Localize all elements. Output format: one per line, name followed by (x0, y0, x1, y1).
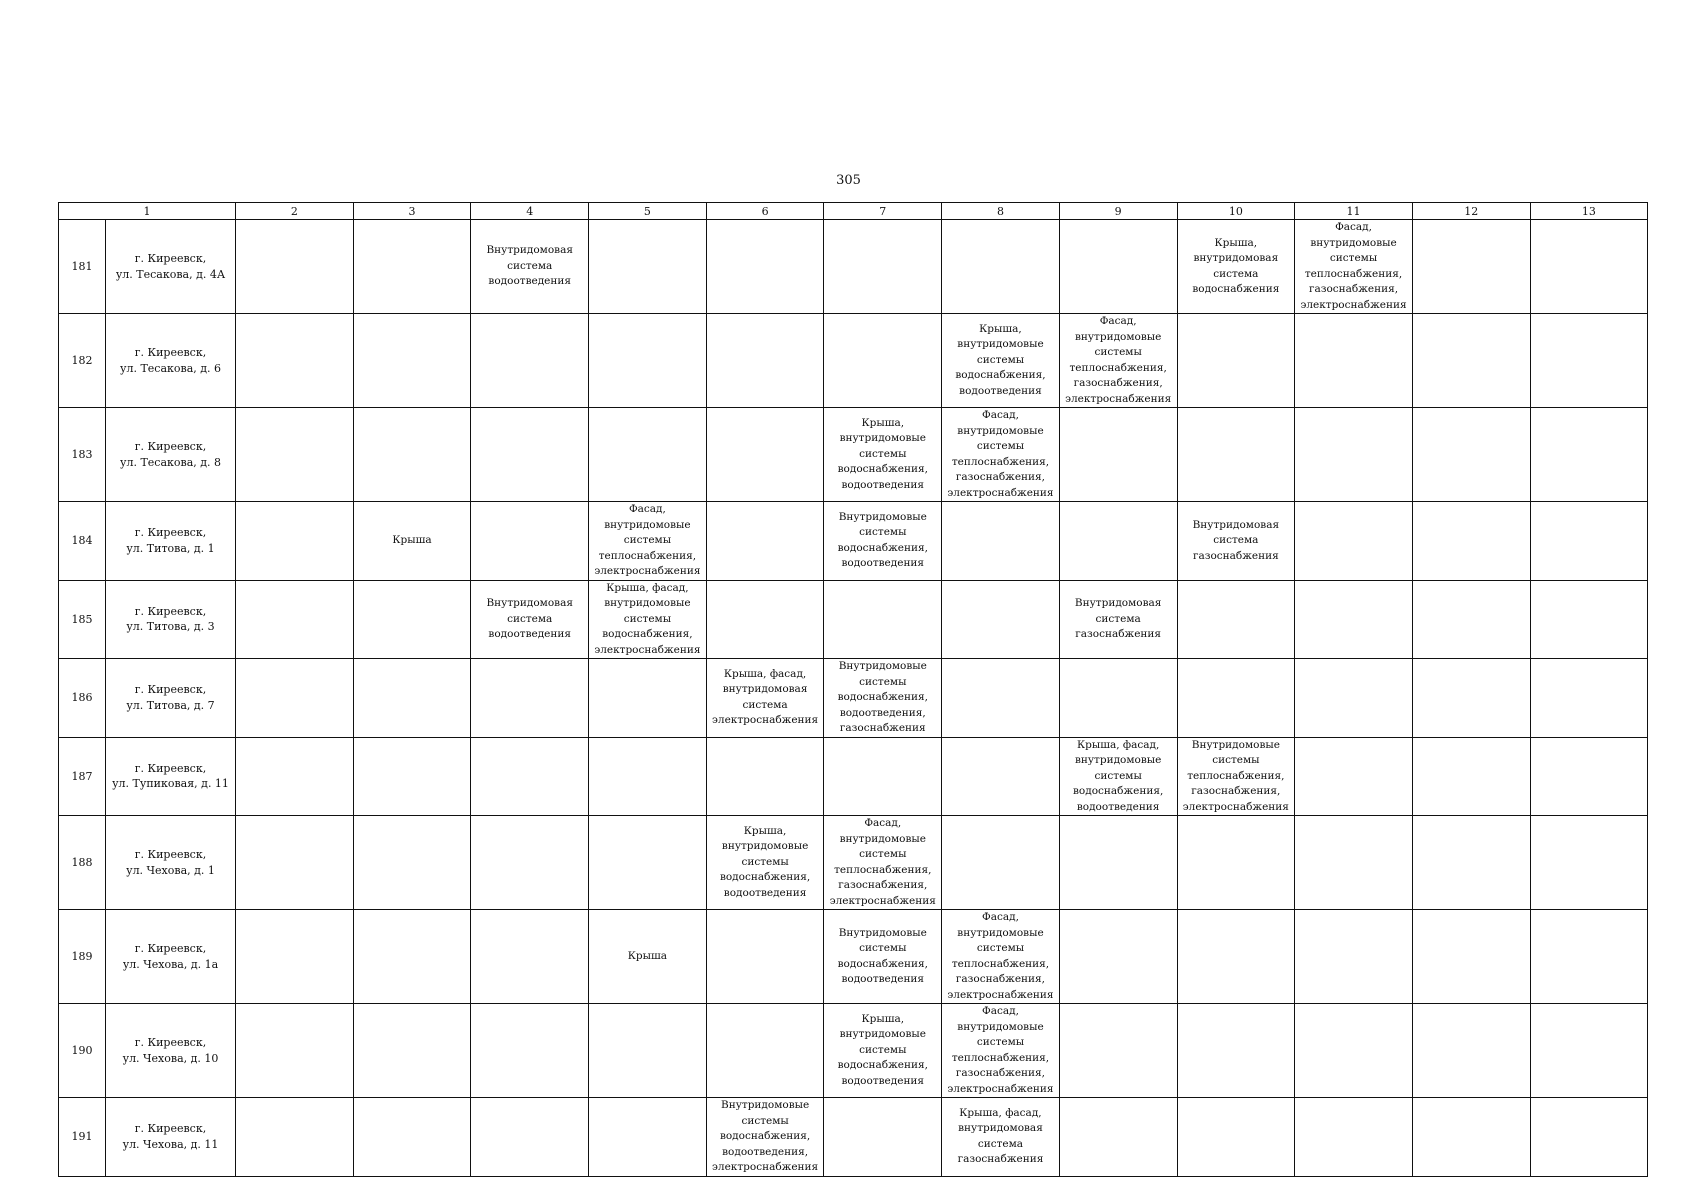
row-number: 186 (59, 659, 106, 738)
work-cell (471, 1098, 589, 1177)
work-cell: Фасад, внутридомовые системы теплоснабжения, газоснабжения, электроснабжения (1059, 314, 1177, 408)
work-cell (1530, 580, 1648, 659)
work-cell: Фасад, внутридомовые системы теплоснабжения, газоснабжения, электроснабжения (942, 1004, 1060, 1098)
work-cell: Крыша (589, 910, 707, 1004)
work-cell (942, 659, 1060, 738)
work-cell (824, 220, 942, 314)
column-number-header: 10 (1177, 203, 1295, 220)
column-number-header: 5 (589, 203, 707, 220)
work-cell: Внутридомовая система водоотведения (471, 220, 589, 314)
row-number: 189 (59, 910, 106, 1004)
address-cell: г. Киреевск, ул. Титова, д. 1 (106, 502, 236, 581)
work-cell (471, 659, 589, 738)
column-number-header: 1 (59, 203, 236, 220)
work-cell (942, 502, 1060, 581)
work-cell (1530, 408, 1648, 502)
work-cell: Крыша, фасад, внутридомовая система электроснабжения (706, 659, 824, 738)
work-cell (236, 580, 354, 659)
repair-schedule-table (58, 202, 1648, 1177)
column-number-header: 6 (706, 203, 824, 220)
work-cell (942, 816, 1060, 910)
work-cell: Внутридомовая система газоснабжения (1177, 502, 1295, 581)
row-number: 187 (59, 737, 106, 816)
work-cell: Крыша, внутридомовые системы водоснабжения, водоотведения (824, 408, 942, 502)
work-cell (236, 502, 354, 581)
work-cell (236, 220, 354, 314)
work-cell (706, 502, 824, 581)
row-number: 183 (59, 408, 106, 502)
work-cell (824, 580, 942, 659)
work-cell (471, 314, 589, 408)
work-cell (236, 910, 354, 1004)
work-cell (589, 1098, 707, 1177)
work-cell (236, 408, 354, 502)
work-cell: Внутридомовые системы водоснабжения, водоотведения, электроснабжения (706, 1098, 824, 1177)
work-cell: Фасад, внутридомовые системы теплоснабжения, газоснабжения, электроснабжения (824, 816, 942, 910)
work-cell (1295, 816, 1413, 910)
work-cell (1059, 816, 1177, 910)
work-cell (1412, 1098, 1530, 1177)
work-cell: Крыша (353, 502, 471, 581)
work-cell (706, 1004, 824, 1098)
work-cell (706, 910, 824, 1004)
work-cell (589, 408, 707, 502)
work-cell (353, 816, 471, 910)
column-number-header: 9 (1059, 203, 1177, 220)
work-cell (706, 737, 824, 816)
work-cell: Крыша, фасад, внутридомовые системы водоснабжения, водоотведения (1059, 737, 1177, 816)
work-cell (1059, 1098, 1177, 1177)
work-cell (1530, 737, 1648, 816)
work-cell (1295, 314, 1413, 408)
address-cell: г. Киреевск, ул. Чехова, д. 11 (106, 1098, 236, 1177)
work-cell: Крыша, внутридомовые системы водоснабжения, водоотведения (942, 314, 1060, 408)
work-cell: Крыша, внутридомовые системы водоснабжения, водоотведения (824, 1004, 942, 1098)
column-number-header: 7 (824, 203, 942, 220)
work-cell: Внутридомовая система газоснабжения (1059, 580, 1177, 659)
row-number: 190 (59, 1004, 106, 1098)
work-cell (236, 1004, 354, 1098)
address-cell: г. Киреевск, ул. Тупиковая, д. 11 (106, 737, 236, 816)
work-cell (1059, 408, 1177, 502)
work-cell (1177, 816, 1295, 910)
row-number: 188 (59, 816, 106, 910)
work-cell (1295, 737, 1413, 816)
work-cell (589, 737, 707, 816)
column-number-header: 12 (1412, 203, 1530, 220)
work-cell (706, 220, 824, 314)
work-cell: Крыша, фасад, внутридомовые системы водоснабжения, электроснабжения (589, 580, 707, 659)
row-number: 191 (59, 1098, 106, 1177)
column-number-header: 3 (353, 203, 471, 220)
work-cell (1177, 1098, 1295, 1177)
work-cell: Фасад, внутридомовые системы теплоснабжения, газоснабжения, электроснабжения (942, 910, 1060, 1004)
work-cell (706, 314, 824, 408)
column-number-header: 4 (471, 203, 589, 220)
work-cell (353, 737, 471, 816)
work-cell (471, 816, 589, 910)
work-cell (942, 737, 1060, 816)
work-cell: Крыша, фасад, внутридомовая система газоснабжения (942, 1098, 1060, 1177)
work-cell: Внутридомовые системы теплоснабжения, газоснабжения, электроснабжения (1177, 737, 1295, 816)
work-cell (824, 737, 942, 816)
work-cell (471, 910, 589, 1004)
address-cell: г. Киреевск, ул. Титова, д. 3 (106, 580, 236, 659)
work-cell (942, 580, 1060, 659)
work-cell (1412, 580, 1530, 659)
work-cell: Внутридомовые системы водоснабжения, водоотведения (824, 502, 942, 581)
work-cell (824, 314, 942, 408)
work-cell (471, 737, 589, 816)
row-number: 185 (59, 580, 106, 659)
work-cell (589, 816, 707, 910)
work-cell: Внутридомовая система водоотведения (471, 580, 589, 659)
column-number-header: 2 (236, 203, 354, 220)
work-cell (1412, 737, 1530, 816)
work-cell (589, 1004, 707, 1098)
work-cell (824, 1098, 942, 1177)
work-cell (1295, 910, 1413, 1004)
column-number-header: 13 (1530, 203, 1648, 220)
work-cell (1530, 502, 1648, 581)
work-cell (1530, 816, 1648, 910)
work-cell (353, 1098, 471, 1177)
work-cell (471, 502, 589, 581)
work-cell: Фасад, внутридомовые системы теплоснабжения, электроснабжения (589, 502, 707, 581)
table-row (59, 502, 1648, 581)
table-row (59, 408, 1648, 502)
table-row (59, 580, 1648, 659)
page-number: 305 (836, 173, 861, 188)
table-row (59, 1004, 1648, 1098)
column-number-header: 11 (1295, 203, 1413, 220)
work-cell (1530, 220, 1648, 314)
work-cell: Фасад, внутридомовые системы теплоснабжения, газоснабжения, электроснабжения (1295, 220, 1413, 314)
work-cell (1177, 659, 1295, 738)
work-cell (1530, 659, 1648, 738)
work-cell (1295, 1004, 1413, 1098)
work-cell (1530, 1004, 1648, 1098)
work-cell (706, 580, 824, 659)
work-cell (1059, 502, 1177, 581)
work-cell (1059, 910, 1177, 1004)
work-cell (1177, 910, 1295, 1004)
work-cell (353, 314, 471, 408)
work-cell (353, 220, 471, 314)
address-cell: г. Киреевск, ул. Титова, д. 7 (106, 659, 236, 738)
work-cell (1530, 1098, 1648, 1177)
work-cell: Крыша, внутридомовые системы водоснабжения, водоотведения (706, 816, 824, 910)
work-cell: Внутридомовые системы водоснабжения, водоотведения (824, 910, 942, 1004)
work-cell (236, 659, 354, 738)
table-row (59, 659, 1648, 738)
table-row (59, 1098, 1648, 1177)
work-cell (353, 1004, 471, 1098)
work-cell (1177, 314, 1295, 408)
address-cell: г. Киреевск, ул. Тесакова, д. 6 (106, 314, 236, 408)
address-cell: г. Киреевск, ул. Тесакова, д. 4А (106, 220, 236, 314)
work-cell (1412, 816, 1530, 910)
work-cell (1412, 1004, 1530, 1098)
work-cell (1412, 910, 1530, 1004)
work-cell: Внутридомовые системы водоснабжения, водоотведения, газоснабжения (824, 659, 942, 738)
row-number: 184 (59, 502, 106, 581)
column-number-header-row (59, 203, 1648, 220)
address-cell: г. Киреевск, ул. Чехова, д. 1а (106, 910, 236, 1004)
work-cell (353, 659, 471, 738)
work-cell (1295, 502, 1413, 581)
work-cell (1530, 314, 1648, 408)
work-cell: Крыша, внутридомовая система водоснабжения (1177, 220, 1295, 314)
work-cell (706, 408, 824, 502)
table-row (59, 314, 1648, 408)
work-cell (1177, 1004, 1295, 1098)
work-cell (236, 1098, 354, 1177)
work-cell (1059, 220, 1177, 314)
work-cell (236, 737, 354, 816)
row-number: 181 (59, 220, 106, 314)
work-cell (1295, 659, 1413, 738)
work-cell (1412, 502, 1530, 581)
work-cell (353, 408, 471, 502)
address-cell: г. Киреевск, ул. Тесакова, д. 8 (106, 408, 236, 502)
work-cell (471, 408, 589, 502)
column-number-header: 8 (942, 203, 1060, 220)
table-row (59, 737, 1648, 816)
table-row (59, 220, 1648, 314)
work-cell (1059, 659, 1177, 738)
work-cell (236, 816, 354, 910)
work-cell (1412, 408, 1530, 502)
table-row (59, 910, 1648, 1004)
work-cell (1177, 580, 1295, 659)
work-cell (589, 220, 707, 314)
work-cell (353, 910, 471, 1004)
work-cell (1295, 580, 1413, 659)
work-cell (353, 580, 471, 659)
table-row (59, 816, 1648, 910)
address-cell: г. Киреевск, ул. Чехова, д. 10 (106, 1004, 236, 1098)
work-cell (1530, 910, 1648, 1004)
work-cell (236, 314, 354, 408)
work-cell (1295, 408, 1413, 502)
work-cell (1177, 408, 1295, 502)
work-cell (589, 659, 707, 738)
work-cell (471, 1004, 589, 1098)
work-cell (1059, 1004, 1177, 1098)
work-cell (589, 314, 707, 408)
address-cell: г. Киреевск, ул. Чехова, д. 1 (106, 816, 236, 910)
work-cell (1295, 1098, 1413, 1177)
row-number: 182 (59, 314, 106, 408)
work-cell (1412, 314, 1530, 408)
work-cell (1412, 659, 1530, 738)
work-cell (1412, 220, 1530, 314)
work-cell: Фасад, внутридомовые системы теплоснабжения, газоснабжения, электроснабжения (942, 408, 1060, 502)
work-cell (942, 220, 1060, 314)
